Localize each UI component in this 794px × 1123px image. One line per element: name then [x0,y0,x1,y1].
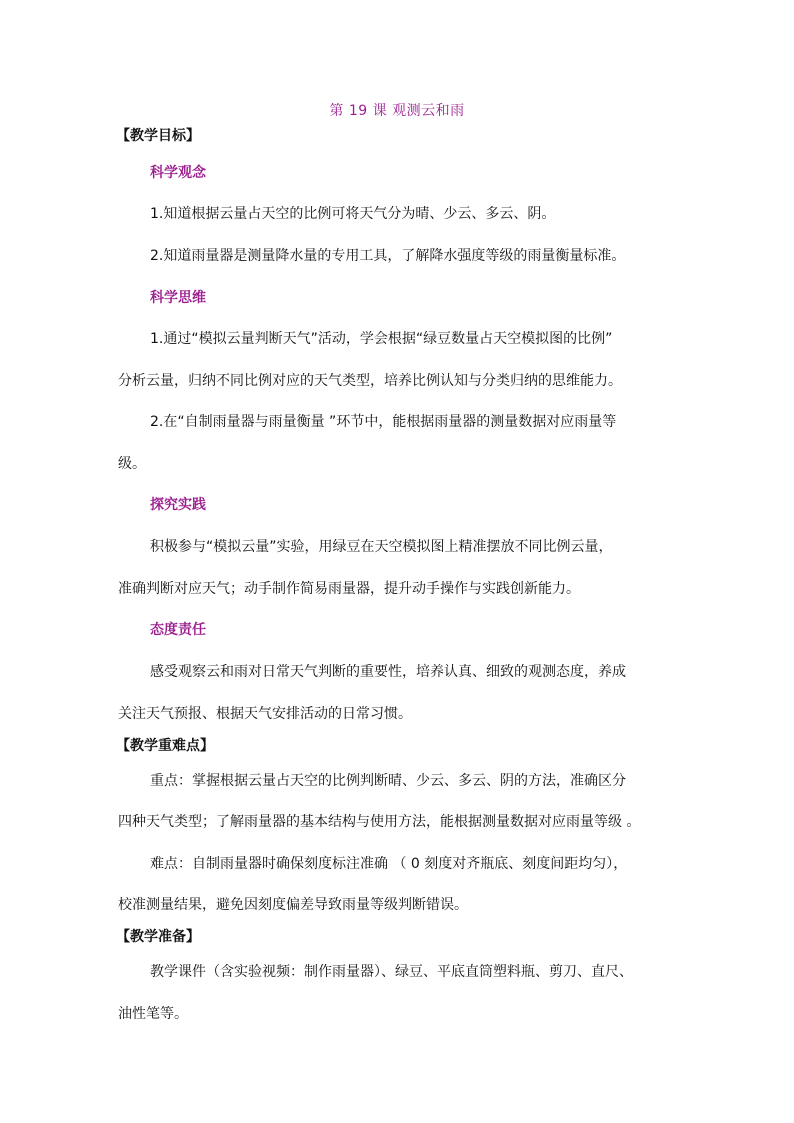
paragraph-line: 分析云量，归纳不同比例对应的天气类型，培养比例认知与分类归纳的思维能力。 [118,373,622,389]
subsection-concept: 科学观念 [150,165,206,181]
paragraph-line: 校准测量结果，避免因刻度偏差导致雨量等级判断错误。 [118,897,468,913]
page-title: 第 19 课 观测云和雨 [329,103,465,119]
paragraph-line: 1.通过“模拟云量判断天气”活动，学会根据“绿豆数量占天空模拟图的比例” [150,331,613,347]
paragraph-line: 油性笔等。 [118,1006,188,1022]
paragraph-line: 关注天气预报、根据天气安排活动的日常习惯。 [118,706,412,722]
paragraph-line: 准确判断对应天气；动手制作简易雨量器，提升动手操作与实践创新能力。 [118,581,580,597]
section-key-points: 【教学重难点】 [116,738,214,754]
paragraph-line: 级。 [118,456,146,472]
paragraph-line: 重点：掌握根据云量占天空的比例判断晴、少云、多云、阴的方法，准确区分 [150,773,626,789]
subsection-practice: 探究实践 [150,497,206,513]
paragraph-line: 2.在“自制雨量器与雨量衡量 ”环节中，能根据雨量器的测量数据对应雨量等 [150,414,617,430]
subsection-thinking: 科学思维 [150,290,206,306]
subsection-attitude: 态度责任 [150,622,206,638]
paragraph-line: 1.知道根据云量占天空的比例可将天气分为晴、少云、多云、阴。 [150,206,556,222]
paragraph-line: 教学课件（含实验视频：制作雨量器）、绿豆、平底直筒塑料瓶、剪刀、直尺、 [150,964,633,980]
section-preparation: 【教学准备】 [116,929,200,945]
paragraph-line: 感受观察云和雨对日常天气判断的重要性，培养认真、细致的观测态度，养成 [150,664,626,680]
paragraph-line: 难点：自制雨量器时确保刻度标注准确 （ 0 刻度对齐瓶底、刻度间距均匀）， [150,856,628,872]
section-objectives: 【教学目标】 [116,128,200,144]
paragraph-line: 四种天气类型；了解雨量器的基本结构与使用方法，能根据测量数据对应雨量等级 。 [118,814,641,830]
paragraph-line: 积极参与“模拟云量”实验，用绿豆在天空模拟图上精准摆放不同比例云量， [150,539,613,555]
paragraph-line: 2.知道雨量器是测量降水量的专用工具，了解降水强度等级的雨量衡量标准。 [150,248,626,264]
